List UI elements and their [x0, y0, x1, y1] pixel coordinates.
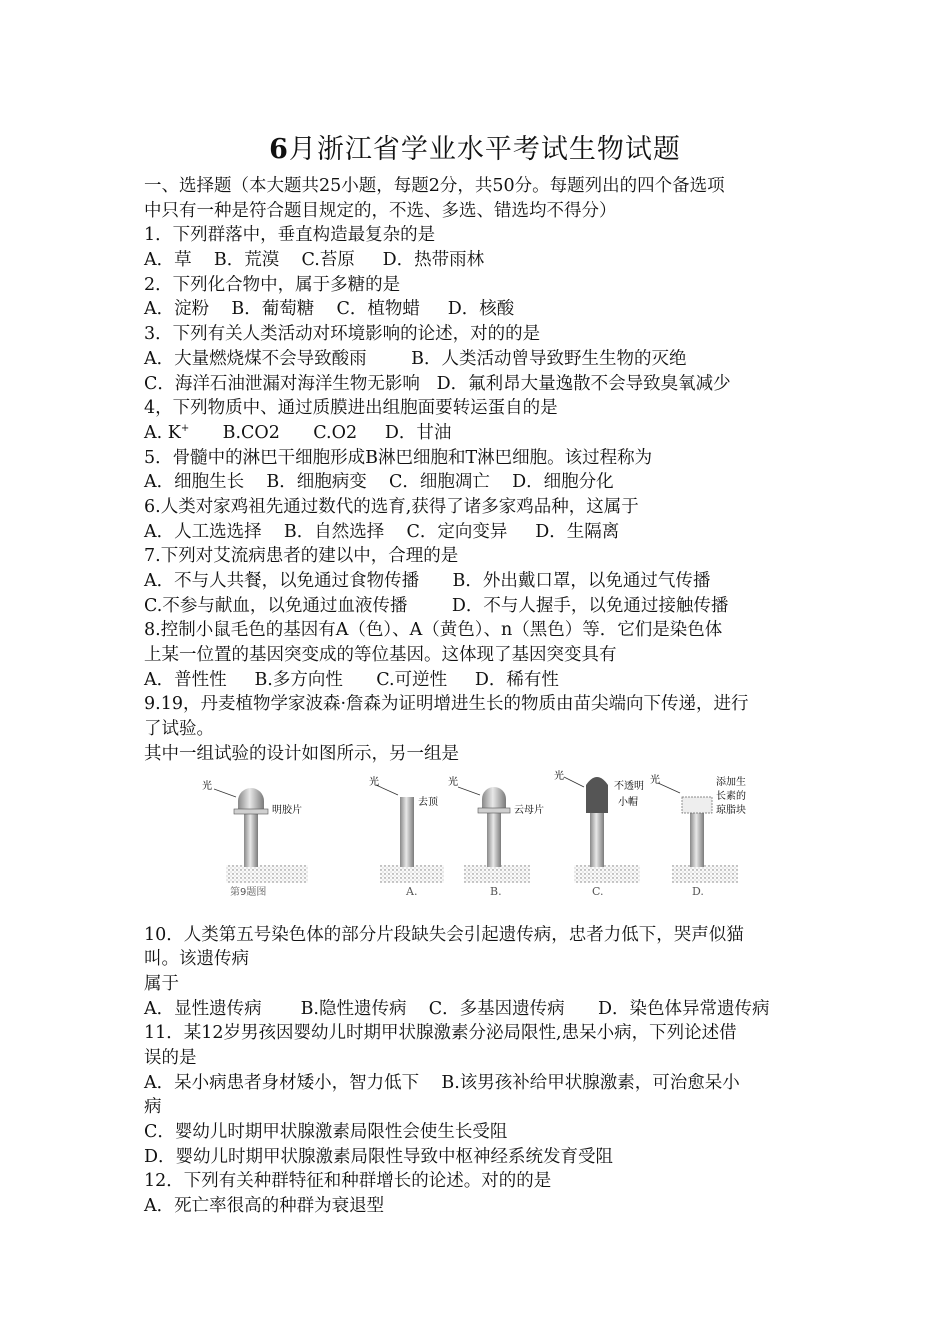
question-content	[144, 174, 814, 1219]
svg-text:光: 光	[554, 770, 564, 782]
text-line: A．人工选选择 B．自然选择 C．定向变异 D．生隔离	[144, 521, 620, 542]
text-line: A．大量燃烧煤不会导致酸雨 B．人类活动曾导致野生生物的灭绝	[144, 348, 687, 369]
text-line: 7.下列对艾流病患者的建以中，合理的是	[144, 546, 459, 567]
text-line: 4，下列物质中、通过质膜进出组胞面要转运蛋自的是	[144, 398, 558, 419]
text-line: A．细胞生长 B．细胞病变 C．细胞凋亡 D．细胞分化	[144, 472, 614, 493]
light-label: 光	[202, 780, 212, 792]
figure-9	[144, 769, 814, 915]
text-line: 中只有一种是符合题目规定的，不选、多选、错选均不得分）	[144, 200, 617, 221]
questions-10-12	[144, 923, 814, 1219]
text-line: 8.控制小鼠毛色的基因有A（色）、A（黄色）、n（黑色）等．它们是染色体	[144, 620, 723, 641]
text-line: 6.人类对家鸡祖先通过数代的选育,获得了诸多家鸡品种，这属于	[144, 496, 639, 517]
gelatin-label: 明胶片	[272, 804, 302, 816]
seedling-b	[458, 787, 530, 883]
text-line: A．死亡率很高的种群为衰退型	[144, 1196, 385, 1217]
text-line: A．显性遗传病 B.隐性遗传病 C．多基因遗传病 D．染色体异常遗传病	[144, 998, 770, 1019]
text-line: 5．骨髓中的淋巴干细胞形成B淋巴细胞和T淋巴细胞。该过程称为	[144, 447, 653, 468]
text-line: 叫。该遗传病	[144, 949, 249, 970]
mica-label: 云母片	[514, 804, 544, 816]
svg-text:光: 光	[650, 774, 660, 786]
main-seedling	[214, 788, 308, 883]
text-line: 9.19，丹麦植物学家波森·詹森为证明增进生长的物质由苗尖端向下传递，进行	[144, 694, 749, 715]
option-c-caption: C.	[592, 884, 604, 898]
title-number: 6	[269, 134, 289, 165]
agar-label-1: 添加生	[716, 776, 746, 788]
text-line: A．普性性 B.多方向性 C.可逆性 D．稀有性	[144, 669, 559, 690]
text-line: 1．下列群落中，垂直构造最复杂的是	[144, 225, 436, 246]
text-line: 其中一组试验的设计如图所示，另一组是	[144, 743, 459, 764]
svg-text:光: 光	[448, 776, 458, 788]
svg-text:光: 光	[369, 776, 379, 788]
decapitated-label: 去顶	[418, 796, 438, 808]
cap-label-2: 小帽	[618, 796, 638, 808]
text-line: C.不参与献血，以免通过血液传播 D．不与人握手，以免通过接触传播	[144, 595, 729, 616]
text-line: 属于	[144, 973, 179, 994]
text-line: 上某一位置的基因突变成的等位基因。这体现了基因突变具有	[144, 645, 617, 666]
agar-label-2: 长素的	[716, 790, 746, 802]
option-d-caption: D.	[692, 884, 704, 898]
agar-label-3: 琼脂块	[716, 804, 746, 816]
text-line: A．不与人共餐，以免通过食物传播 B．外出戴口罩，以免通过气传播	[144, 571, 711, 591]
text-line: 一、选择题（本大题共25小题，每题2分，共50分。每题列出的四个备选项	[144, 176, 725, 196]
title-text: 月浙江省学业水平考试生物试题	[288, 134, 681, 165]
questions-1-4	[144, 174, 814, 421]
text-line: 误的是	[144, 1047, 197, 1068]
page-title	[0, 132, 950, 168]
option-a-caption: A.	[406, 884, 418, 898]
cap-label-1: 不透明	[614, 780, 644, 792]
text-line: 2．下列化合物中，属于多糖的是	[144, 274, 401, 295]
questions-5-9	[144, 446, 814, 767]
text-line: C．海洋石油泄漏对海洋生物无影响 D．氟利昂大量逸散不会导致臭氧减少	[144, 373, 731, 394]
text-line: 病	[144, 1097, 162, 1118]
seedling-c	[564, 777, 640, 883]
text-line: A．呆小病患者身材矮小，智力低下 B.该男孩补给甲状腺激素，可治愈呆小	[144, 1072, 740, 1093]
q4-options: A. K+ B.CO2 C.O2 D．甘油	[144, 422, 452, 443]
text-line: A．淀粉 B．葡萄糖 C．植物蜡 D．核酸	[144, 299, 515, 320]
text-line: C．婴幼儿时期甲状腺激素局限性会使生长受阻	[144, 1122, 508, 1142]
experiment-diagram	[144, 769, 814, 915]
text-line: D．婴幼儿时期甲状腺激素局限性导致中枢神经系统发育受阻	[144, 1146, 614, 1167]
text-line: 12．下列有关种群特征和种群增长的论述。对的的是	[144, 1171, 552, 1192]
figure-caption: 第9题图	[230, 886, 267, 898]
text-line: 3．下列有关人类活动对环境影响的论述，对的的是	[144, 324, 541, 345]
text-line: A．草 B．荒漠 C.苔原 D．热带雨林	[144, 250, 485, 271]
option-b-caption: B.	[490, 884, 502, 898]
text-line: 了试验。	[144, 719, 214, 740]
text-line: 11．某12岁男孩因婴幼儿时期甲状腺激素分泌局限性,患呆小病，下列论述借	[144, 1023, 737, 1044]
text-line: 10．人类第五号染色体的部分片段缺失会引起遗传病，忠者力低下，哭声似猫	[144, 924, 744, 945]
